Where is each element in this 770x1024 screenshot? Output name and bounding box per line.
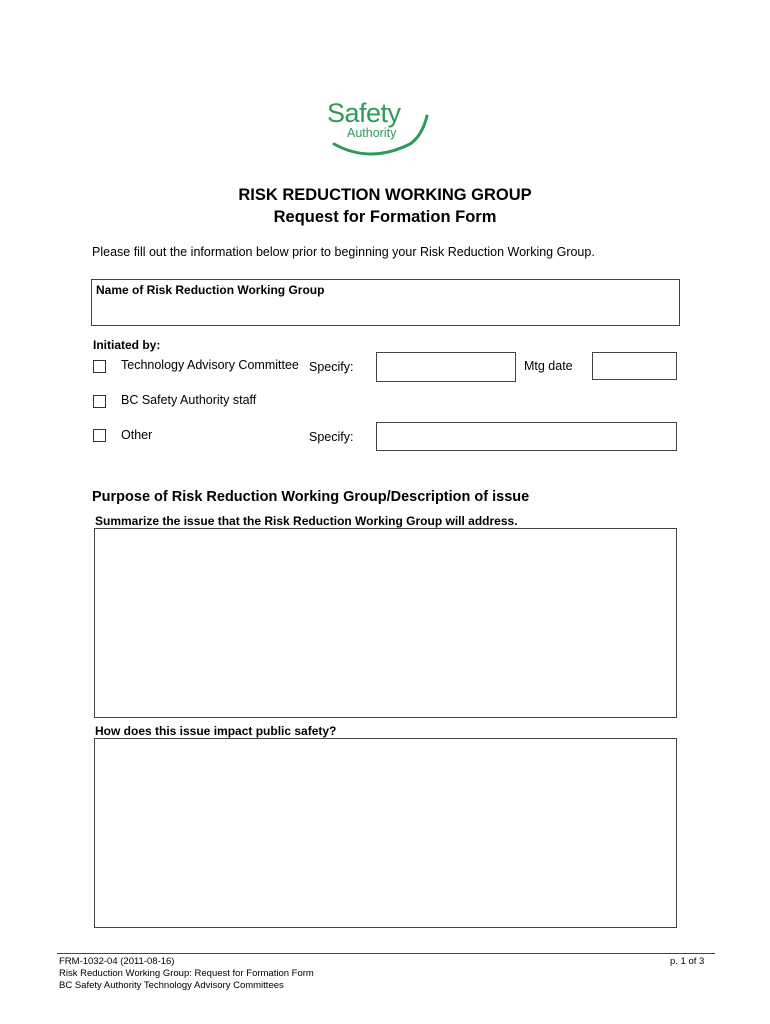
public-safety-label: How does this issue impact public safety? — [95, 724, 337, 738]
bcsa-staff-checkbox[interactable] — [93, 395, 106, 408]
tac-specify-label: Specify: — [309, 360, 354, 374]
footer-divider — [57, 953, 715, 954]
summarize-issue-field[interactable] — [94, 528, 677, 718]
intro-text: Please fill out the information below prior to beginning your Risk Reduction Working Group. — [92, 245, 595, 259]
logo-subtext: Authority — [347, 126, 397, 140]
tac-specify-field[interactable] — [376, 352, 516, 382]
bcsa-staff-option-label: BC Safety Authority staff — [121, 393, 257, 407]
logo-wordmark: Safety — [327, 98, 401, 128]
tac-checkbox[interactable] — [93, 360, 106, 373]
other-option-label: Other — [121, 428, 153, 442]
footer-form-id: FRM-1032-04 (2011-08-16) — [59, 956, 175, 967]
mtg-date-label: Mtg date — [524, 359, 573, 373]
form-subtitle: Request for Formation Form — [273, 208, 497, 226]
working-group-name-label: Name of Risk Reduction Working Group — [96, 283, 325, 297]
tac-option-label: Technology Advisory Committee — [121, 358, 299, 372]
purpose-heading: Purpose of Risk Reduction Working Group/Description of issue — [92, 489, 530, 505]
mtg-date-field[interactable] — [592, 352, 677, 380]
other-specify-label: Specify: — [309, 430, 354, 444]
footer-page-number: p. 1 of 3 — [670, 956, 705, 967]
summarize-issue-label: Summarize the issue that the Risk Reduction Working Group will address. — [95, 514, 518, 528]
other-specify-field[interactable] — [376, 422, 677, 451]
footer-organization: BC Safety Authority Technology Advisory Committees — [59, 980, 284, 991]
footer-form-name: Risk Reduction Working Group: Request for Formation Form — [59, 968, 314, 979]
form-title: RISK REDUCTION WORKING GROUP — [238, 186, 532, 204]
safety-authority-logo — [326, 100, 430, 160]
other-checkbox[interactable] — [93, 429, 106, 442]
initiated-by-label: Initiated by: — [93, 338, 161, 352]
public-safety-field[interactable] — [94, 738, 677, 928]
logo-swoosh-icon — [326, 100, 430, 160]
